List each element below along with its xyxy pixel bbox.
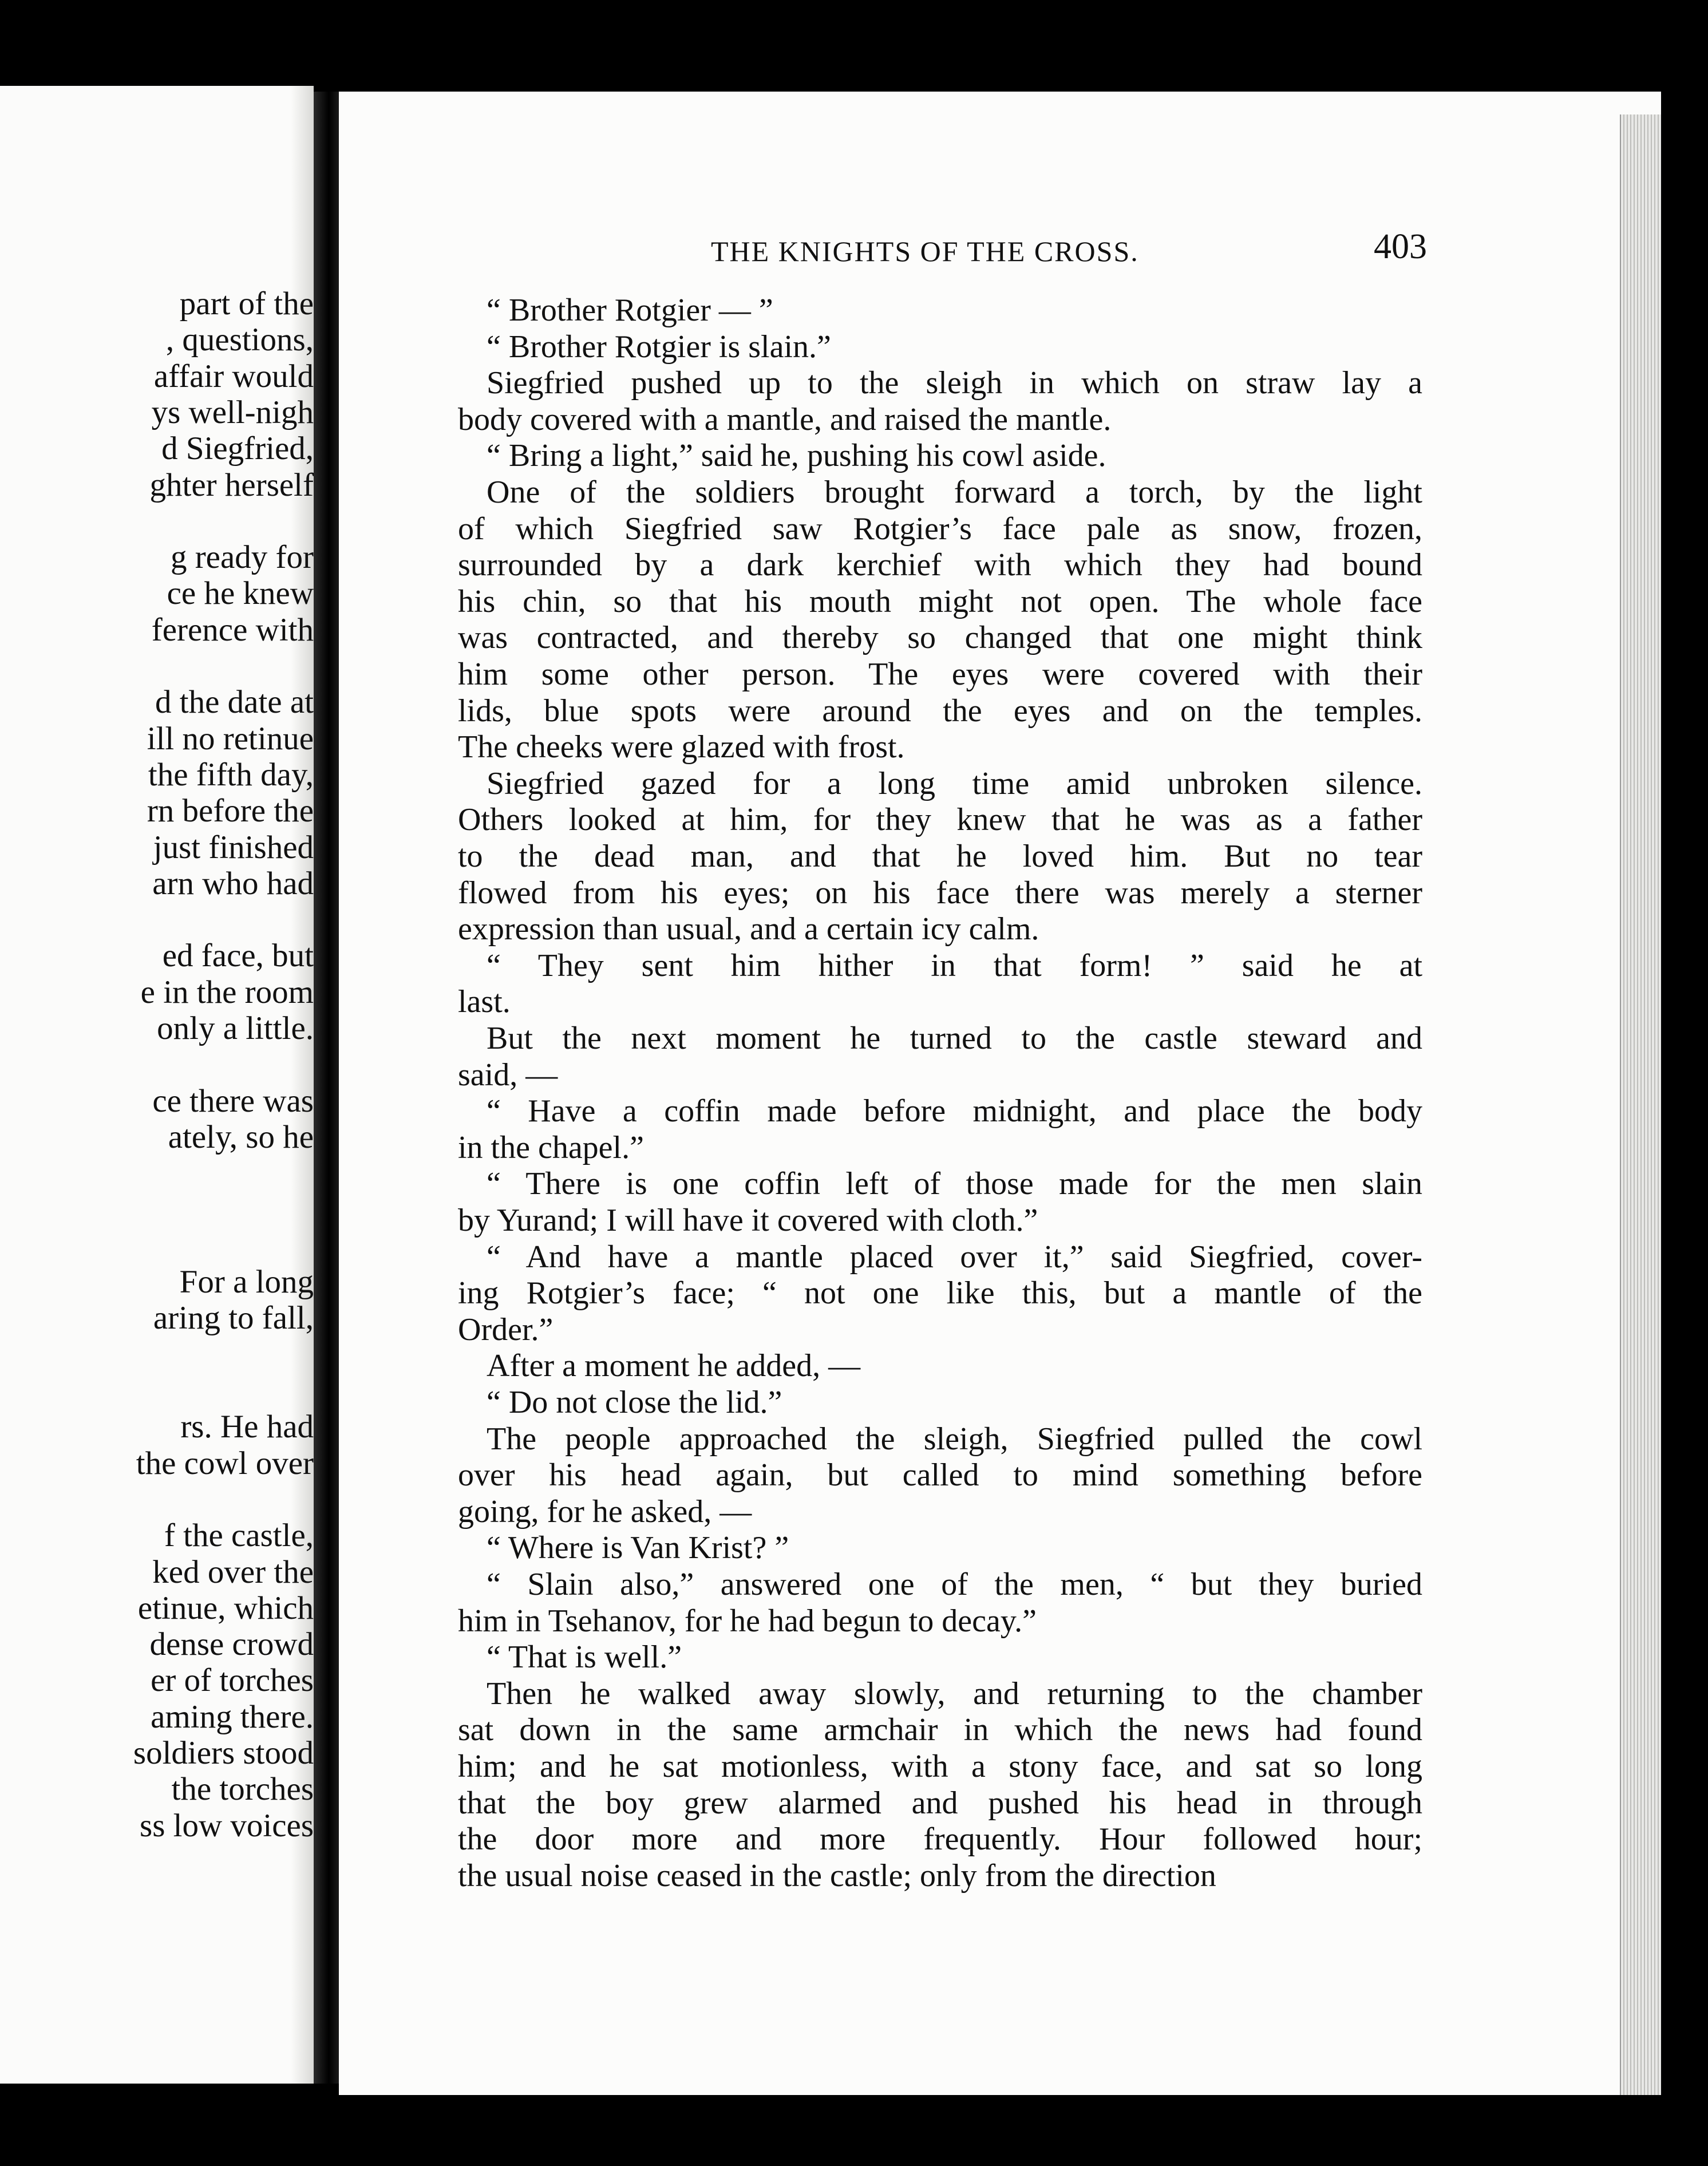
- left-page: [0, 86, 314, 2084]
- left-text-line: aring to fall,: [153, 1300, 314, 1337]
- left-text-line: only a little.: [157, 1010, 314, 1046]
- text-line: “ Brother Rotgier is slain.”: [487, 329, 831, 365]
- text-line: sat down in the same armchair in which the news had found: [458, 1712, 1422, 1748]
- text-line: Order.”: [458, 1311, 553, 1347]
- left-text-line: arn who had: [152, 865, 314, 902]
- left-text-line: ately, so he: [168, 1118, 314, 1155]
- left-text-line: er of torches: [151, 1662, 314, 1699]
- left-text-line: ked over the: [152, 1554, 314, 1590]
- text-line: said, —: [458, 1057, 558, 1093]
- text-line: the door more and more frequently. Hour followed hour;: [458, 1821, 1422, 1857]
- text-line: “ Slain also,” answered one of the men, “ but they buried: [487, 1567, 1422, 1602]
- left-text-line: the cowl over: [136, 1445, 314, 1481]
- text-line: Siegfried gazed for a long time amid unbroken silence.: [487, 765, 1422, 801]
- text-line: surrounded by a dark kerchief with which they had bound: [458, 547, 1422, 583]
- left-text-line: just finished: [153, 829, 314, 865]
- left-text-line: ghter herself: [149, 467, 314, 503]
- text-line: him; and he sat motionless, with a stony face, and sat so long: [458, 1749, 1422, 1784]
- text-line: “ They sent him hither in that form! ” said he at: [487, 947, 1422, 983]
- running-head: THE KNIGHTS OF THE CROSS.: [711, 235, 1139, 267]
- left-text-line: aming there.: [151, 1698, 314, 1735]
- text-line: The people approached the sleigh, Siegfried pulled the cowl: [487, 1421, 1422, 1457]
- text-line: was contracted, and thereby so changed that one might think: [458, 620, 1422, 656]
- right-page: [339, 92, 1661, 2095]
- left-text-line: soldiers stood: [133, 1735, 314, 1771]
- left-text-line: etinue, which: [137, 1590, 314, 1626]
- text-line: over his head again, but called to mind something before: [458, 1457, 1422, 1493]
- text-line: Then he walked away slowly, and returning to the chamber: [487, 1675, 1422, 1712]
- text-line: him in Tsehanov, for he had begun to decay.”: [458, 1603, 1037, 1639]
- left-text-line: ed face, but: [162, 938, 314, 974]
- text-line: of which Siegfried saw Rotgier’s face pale as snow, frozen,: [458, 511, 1422, 547]
- text-line: “ That is well.”: [487, 1639, 682, 1675]
- text-line: that the boy grew alarmed and pushed his head in through: [458, 1785, 1422, 1821]
- left-text-line: ill no retinue: [147, 720, 314, 757]
- left-text-line: For a long: [179, 1264, 314, 1301]
- left-text-line: , questions,: [165, 322, 314, 358]
- text-line: by Yurand; I will have it covered with cloth.”: [458, 1203, 1038, 1238]
- left-text-line: d the date at: [155, 684, 314, 721]
- text-line: expression than usual, and a certain icy calm.: [458, 911, 1039, 947]
- text-line: body covered with a mantle, and raised the mantle.: [458, 401, 1112, 437]
- text-line: in the chapel.”: [458, 1129, 644, 1165]
- text-line: “ There is one coffin left of those made for the men slain: [487, 1166, 1422, 1202]
- text-line: One of the soldiers brought forward a torch, by the light: [487, 475, 1422, 510]
- text-line: “ And have a mantle placed over it,” said Siegfried, cover-: [487, 1239, 1422, 1275]
- left-text-line: rs. He had: [180, 1409, 314, 1445]
- text-line: last.: [458, 984, 511, 1020]
- text-line: ing Rotgier’s face; “ not one like this, but a mantle of the: [458, 1275, 1422, 1311]
- text-line: flowed from his eyes; on his face there was merely a sterner: [458, 875, 1422, 911]
- left-text-line: ys well-nigh: [151, 394, 314, 430]
- text-line: “ Where is Van Krist? ”: [487, 1530, 789, 1566]
- text-line: him some other person. The eyes were covered with their: [458, 657, 1422, 692]
- text-line: the usual noise ceased in the castle; only from the direction: [458, 1857, 1216, 1894]
- left-text-line: d Siegfried,: [161, 430, 314, 467]
- text-line: lids, blue spots were around the eyes and on the temples.: [458, 693, 1422, 729]
- left-text-line: ce there was: [152, 1082, 314, 1119]
- text-line: “ Bring a light,” said he, pushing his cowl aside.: [487, 438, 1106, 474]
- book-spine: [314, 92, 339, 2084]
- text-line: going, for he asked, —: [458, 1493, 752, 1529]
- left-text-line: affair would: [153, 358, 314, 394]
- left-text-line: ce he knew: [167, 575, 314, 612]
- left-text-line: ference with: [151, 611, 314, 648]
- left-text-line: part of the: [179, 286, 314, 322]
- left-text-line: g ready for: [170, 539, 314, 576]
- text-line: Siegfried pushed up to the sleigh in which on straw lay a: [487, 365, 1422, 401]
- left-text-line: rn before the: [147, 793, 314, 829]
- text-line: After a moment he added, —: [487, 1348, 861, 1384]
- left-text-line: e in the room: [140, 974, 314, 1010]
- left-text-line: ss low voices: [140, 1807, 314, 1844]
- left-text-line: dense crowd: [149, 1626, 314, 1663]
- text-line: his chin, so that his mouth might not open. The whole face: [458, 583, 1422, 619]
- text-line: “ Have a coffin made before midnight, and place the body: [487, 1093, 1422, 1129]
- page-number: 403: [1374, 227, 1427, 266]
- text-line: to the dead man, and that he loved him. But no tear: [458, 839, 1422, 874]
- text-line: But the next moment he turned to the castle steward and: [487, 1021, 1422, 1056]
- left-text-line: f the castle,: [164, 1517, 314, 1554]
- left-text-line: the fifth day,: [148, 756, 314, 793]
- text-line: Others looked at him, for they knew that he was as a father: [458, 802, 1422, 838]
- text-line: “ Do not close the lid.”: [487, 1385, 782, 1420]
- text-line: The cheeks were glazed with frost.: [458, 729, 905, 765]
- page-edges: [1620, 114, 1661, 2095]
- text-line: “ Brother Rotgier — ”: [487, 293, 773, 328]
- left-text-line: the torches: [171, 1771, 314, 1808]
